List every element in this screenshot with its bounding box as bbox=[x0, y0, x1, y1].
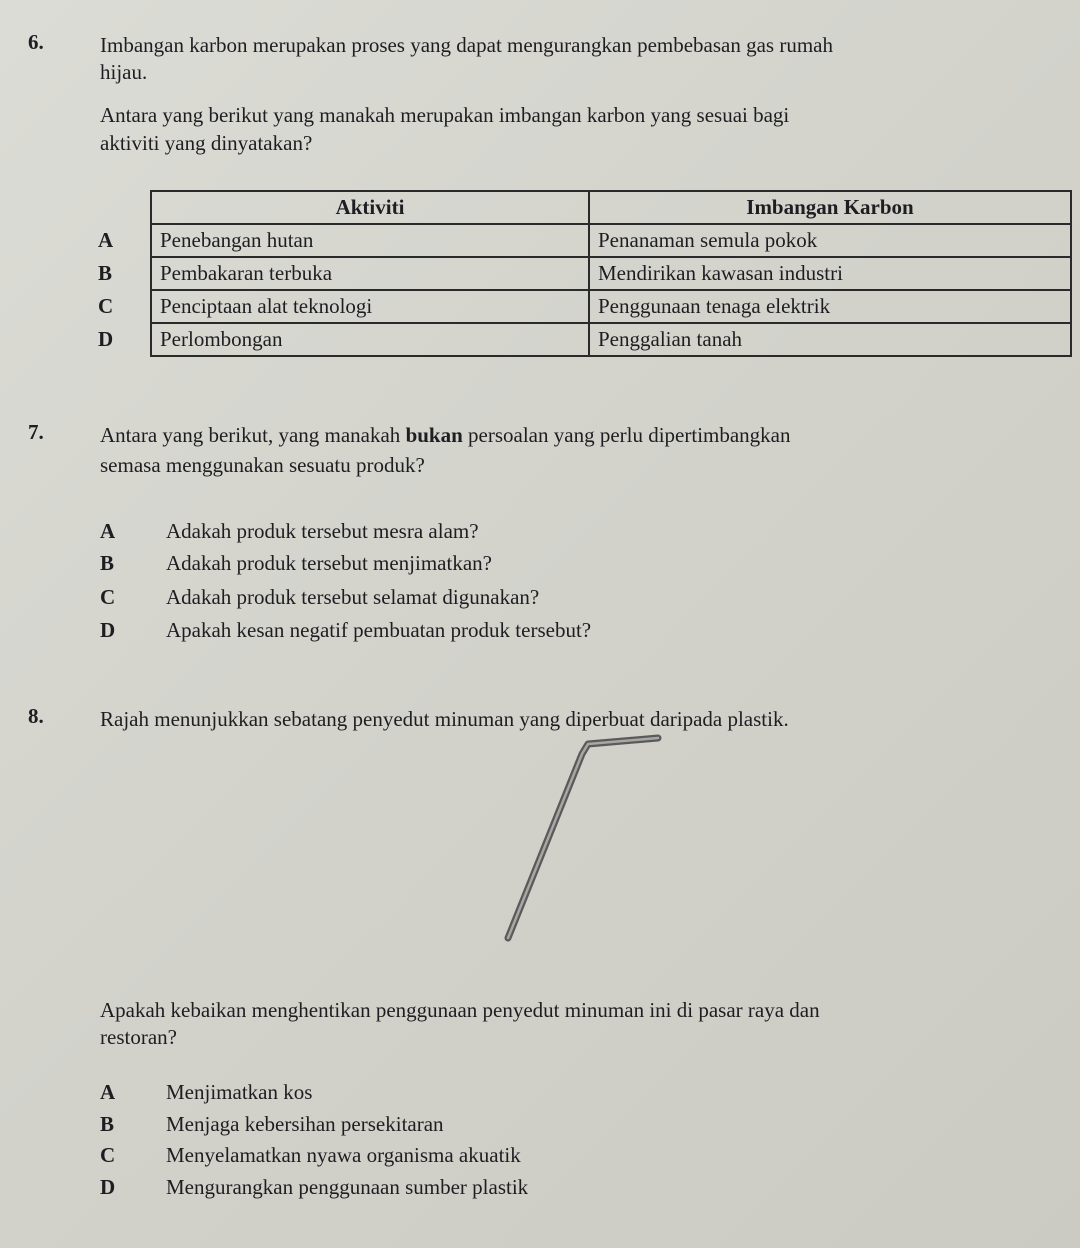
option-text: Adakah produk tersebut selamat digunakan? bbox=[166, 585, 540, 609]
choice-c[interactable] bbox=[100, 582, 539, 612]
option-letter: B bbox=[98, 261, 113, 285]
question-stem-line: Imbangan karbon merupakan proses yang dapat mengurangkan pembebasan gas rumah bbox=[100, 33, 834, 57]
emphasis-word: bukan bbox=[405, 423, 463, 447]
table-cell: Penebangan hutan bbox=[151, 224, 589, 257]
option-letter: A bbox=[100, 519, 116, 543]
question-stem-line: Antara yang berikut, yang manakah bukan persoalan yang perlu dipertimbangkan bbox=[100, 423, 791, 447]
choice-b[interactable] bbox=[100, 548, 492, 578]
option-text: Mengurangkan penggunaan sumber plastik bbox=[166, 1175, 529, 1199]
option-text: Menjaga kebersihan persekitaran bbox=[166, 1112, 444, 1136]
question-stem-line: semasa menggunakan sesuatu produk? bbox=[100, 453, 425, 477]
option-letter: C bbox=[100, 585, 116, 609]
choice-a[interactable] bbox=[100, 516, 479, 546]
table-row[interactable] bbox=[86, 323, 1071, 356]
table-row[interactable] bbox=[86, 290, 1071, 323]
option-text: Apakah kesan negatif pembuatan produk tersebut? bbox=[166, 618, 592, 642]
choice-d[interactable] bbox=[100, 1172, 528, 1202]
choice-c[interactable] bbox=[100, 1140, 521, 1170]
table-cell: Penggalian tanah bbox=[589, 323, 1071, 356]
option-letter: B bbox=[100, 551, 115, 575]
option-letter: D bbox=[100, 1175, 116, 1199]
question-stem-line: hijau. bbox=[100, 60, 148, 84]
table-cell: Pembakaran terbuka bbox=[151, 257, 589, 290]
option-text: Adakah produk tersebut menjimatkan? bbox=[166, 551, 492, 575]
question-number: 6. bbox=[28, 30, 44, 54]
option-letter: D bbox=[100, 618, 116, 642]
question-stem-line: Rajah menunjukkan sebatang penyedut minuman yang diperbuat daripada plastik. bbox=[100, 707, 789, 731]
choice-d[interactable] bbox=[100, 615, 591, 645]
column-header-imbangan: Imbangan Karbon bbox=[589, 191, 1071, 224]
option-letter: A bbox=[98, 228, 114, 252]
option-letter: B bbox=[100, 1112, 115, 1136]
option-text: Menyelamatkan nyawa organisma akuatik bbox=[166, 1143, 521, 1167]
table-cell: Mendirikan kawasan industri bbox=[589, 257, 1071, 290]
choice-b[interactable] bbox=[100, 1109, 444, 1139]
table-row[interactable] bbox=[86, 224, 1071, 257]
question-stem-line: restoran? bbox=[100, 1025, 177, 1049]
option-letter: C bbox=[100, 1143, 116, 1167]
option-letter: C bbox=[98, 294, 114, 318]
table-cell: Penggunaan tenaga elektrik bbox=[589, 290, 1071, 323]
table-row[interactable] bbox=[86, 257, 1071, 290]
option-text: Adakah produk tersebut mesra alam? bbox=[166, 519, 479, 543]
table-cell: Penanaman semula pokok bbox=[589, 224, 1071, 257]
question-number: 8. bbox=[28, 704, 44, 728]
question-number: 7. bbox=[28, 420, 44, 444]
question-stem-line: aktiviti yang dinyatakan? bbox=[100, 131, 313, 155]
option-text: Menjimatkan kos bbox=[166, 1080, 313, 1104]
answer-table bbox=[86, 190, 1072, 357]
question-stem-line: Antara yang berikut yang manakah merupakan imbangan karbon yang sesuai bagi bbox=[100, 103, 790, 127]
option-letter: D bbox=[98, 327, 114, 351]
table-cell: Perlombongan bbox=[151, 323, 589, 356]
choice-a[interactable] bbox=[100, 1077, 312, 1107]
drinking-straw-icon bbox=[480, 720, 700, 980]
option-letter: A bbox=[100, 1080, 116, 1104]
question-stem-line: Apakah kebaikan menghentikan penggunaan penyedut minuman ini di pasar raya dan bbox=[100, 998, 820, 1022]
table-header-row bbox=[86, 191, 1071, 224]
column-header-aktiviti: Aktiviti bbox=[151, 191, 589, 224]
table-cell: Penciptaan alat teknologi bbox=[151, 290, 589, 323]
